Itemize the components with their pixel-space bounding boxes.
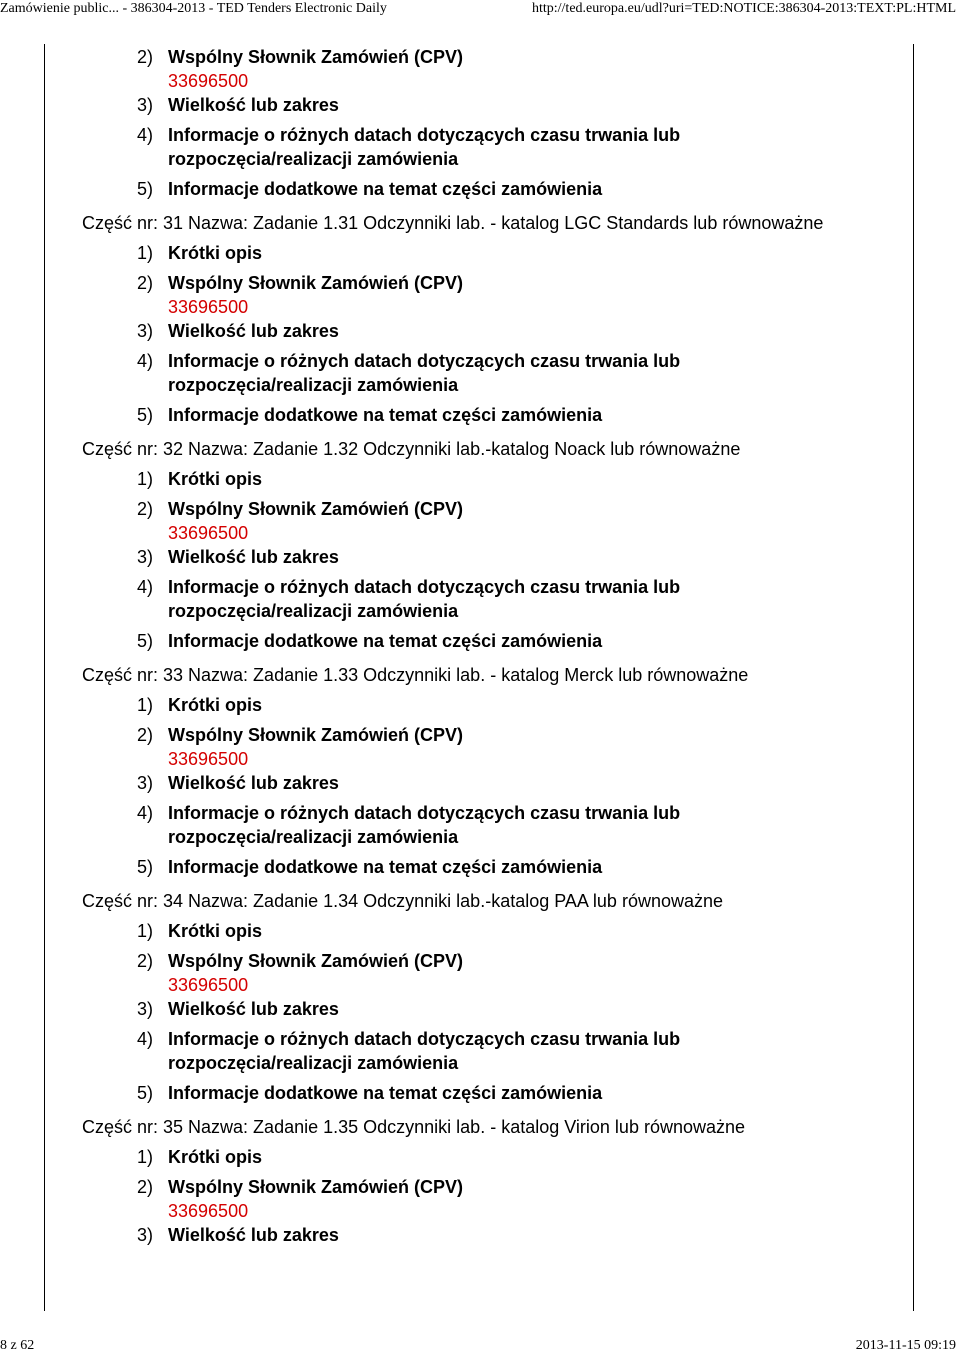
brief-item	[82, 241, 904, 265]
item-number: 4)	[137, 803, 154, 823]
part-heading: Część nr: 33 Nazwa: Zadanie 1.33 Odczynniki lab. - katalog Merck lub równoważne	[82, 665, 749, 685]
cpv-item	[82, 45, 904, 69]
print-header-url: http://ted.europa.eu/udl?uri=TED:NOTICE:386304-2013:TEXT:PL:HTML	[531, 1, 956, 16]
cpv-title: Wspólny Słownik Zamówień (CPV)	[168, 273, 464, 293]
dates-item	[82, 575, 904, 623]
cpv-title: Wspólny Słownik Zamówień (CPV)	[168, 1177, 464, 1197]
item-number: 3)	[137, 547, 154, 567]
dates-title-line2: rozpoczęcia/realizacji zamówienia	[168, 601, 459, 621]
part-30-continuation	[82, 45, 904, 201]
dates-title-line1: Informacje o różnych datach dotyczących czasu trwania lub	[168, 1029, 681, 1049]
size-title: Wielkość lub zakres	[168, 999, 339, 1019]
extra-info-title: Informacje dodatkowe na temat części zamówienia	[168, 405, 603, 425]
cpv-title: Wspólny Słownik Zamówień (CPV)	[168, 725, 464, 745]
cpv-item	[82, 723, 904, 747]
brief-item	[82, 919, 904, 943]
item-number: 5)	[137, 1083, 154, 1103]
item-number: 5)	[137, 857, 154, 877]
part-heading: Część nr: 32 Nazwa: Zadanie 1.32 Odczynniki lab.-katalog Noack lub równoważne	[82, 439, 741, 459]
item-number: 1)	[137, 243, 154, 263]
part-32	[82, 437, 904, 653]
item-number: 2)	[137, 725, 154, 745]
item-number: 2)	[137, 499, 154, 519]
cpv-item	[82, 1175, 904, 1199]
extra-info-item	[82, 855, 904, 879]
item-number: 4)	[137, 577, 154, 597]
dates-title-line1: Informacje o różnych datach dotyczących czasu trwania lub	[168, 577, 681, 597]
part-34	[82, 889, 904, 1105]
dates-title-line1: Informacje o różnych datach dotyczących czasu trwania lub	[168, 125, 681, 145]
extra-info-title: Informacje dodatkowe na temat części zamówienia	[168, 631, 603, 651]
item-number: 3)	[137, 95, 154, 115]
dates-item	[82, 1027, 904, 1075]
extra-info-item	[82, 177, 904, 201]
cpv-item	[82, 497, 904, 521]
cpv-title: Wspólny Słownik Zamówień (CPV)	[168, 951, 464, 971]
cpv-title: Wspólny Słownik Zamówień (CPV)	[168, 47, 464, 67]
brief-item	[82, 1145, 904, 1169]
item-number: 3)	[137, 1225, 154, 1245]
item-number: 4)	[137, 1029, 154, 1049]
item-number: 5)	[137, 405, 154, 425]
size-item	[82, 1223, 904, 1247]
size-item	[82, 319, 904, 343]
size-item	[82, 771, 904, 795]
item-number: 4)	[137, 351, 154, 371]
item-number: 1)	[137, 695, 154, 715]
parts-list	[82, 211, 904, 1105]
cpv-code: 33696500	[168, 71, 249, 91]
item-number: 4)	[137, 125, 154, 145]
dates-title-line2: rozpoczęcia/realizacji zamówienia	[168, 149, 459, 169]
dates-title-line2: rozpoczęcia/realizacji zamówienia	[168, 1053, 459, 1073]
item-number: 5)	[137, 631, 154, 651]
part-31	[82, 211, 904, 427]
cpv-title: Wspólny Słownik Zamówień (CPV)	[168, 499, 464, 519]
dates-title-line2: rozpoczęcia/realizacji zamówienia	[168, 375, 459, 395]
size-title: Wielkość lub zakres	[168, 547, 339, 567]
part-heading: Część nr: 35 Nazwa: Zadanie 1.35 Odczynniki lab. - katalog Virion lub równoważne	[82, 1117, 746, 1137]
part-heading: Część nr: 34 Nazwa: Zadanie 1.34 Odczynniki lab.-katalog PAA lub równoważne	[82, 891, 724, 911]
item-number: 1)	[137, 1147, 154, 1167]
left-border-line	[44, 44, 45, 1311]
dates-title-line1: Informacje o różnych datach dotyczących czasu trwania lub	[168, 351, 681, 371]
item-number: 2)	[137, 273, 154, 293]
brief-title: Krótki opis	[168, 695, 263, 715]
extra-info-item	[82, 629, 904, 653]
item-number: 2)	[137, 1177, 154, 1197]
item-number: 3)	[137, 773, 154, 793]
item-number: 2)	[137, 951, 154, 971]
size-title: Wielkość lub zakres	[168, 321, 339, 341]
brief-title: Krótki opis	[168, 1147, 263, 1167]
cpv-code: 33696500	[168, 975, 249, 995]
item-number: 5)	[137, 179, 154, 199]
item-number: 3)	[137, 999, 154, 1019]
cpv-code: 33696500	[168, 749, 249, 769]
cpv-code: 33696500	[168, 297, 249, 317]
item-number: 1)	[137, 921, 154, 941]
part-35	[82, 1115, 904, 1247]
part-33	[82, 663, 904, 879]
item-number: 2)	[137, 47, 154, 67]
notice-content	[82, 45, 904, 1247]
right-border-line	[913, 44, 914, 1311]
size-title: Wielkość lub zakres	[168, 95, 339, 115]
brief-title: Krótki opis	[168, 469, 263, 489]
dates-title-line2: rozpoczęcia/realizacji zamówienia	[168, 827, 459, 847]
size-item	[82, 545, 904, 569]
extra-info-item	[82, 403, 904, 427]
extra-info-item	[82, 1081, 904, 1105]
cpv-item	[82, 271, 904, 295]
size-title: Wielkość lub zakres	[168, 1225, 339, 1245]
extra-info-title: Informacje dodatkowe na temat części zamówienia	[168, 1083, 603, 1103]
cpv-code: 33696500	[168, 523, 249, 543]
size-item	[82, 997, 904, 1021]
brief-title: Krótki opis	[168, 243, 263, 263]
print-datetime: 2013-11-15 09:19	[855, 1338, 956, 1353]
size-item	[82, 93, 904, 117]
cpv-item	[82, 949, 904, 973]
cpv-code: 33696500	[168, 1201, 249, 1221]
dates-item	[82, 123, 904, 171]
item-number: 3)	[137, 321, 154, 341]
dates-item	[82, 801, 904, 849]
dates-item	[82, 349, 904, 397]
brief-item	[82, 467, 904, 491]
item-number: 1)	[137, 469, 154, 489]
size-title: Wielkość lub zakres	[168, 773, 339, 793]
page-counter: 8 z 62	[0, 1338, 35, 1353]
extra-info-title: Informacje dodatkowe na temat części zamówienia	[168, 179, 603, 199]
brief-item	[82, 693, 904, 717]
part-heading: Część nr: 31 Nazwa: Zadanie 1.31 Odczynniki lab. - katalog LGC Standards lub równoważne	[82, 213, 824, 233]
brief-title: Krótki opis	[168, 921, 263, 941]
dates-title-line1: Informacje o różnych datach dotyczących czasu trwania lub	[168, 803, 681, 823]
extra-info-title: Informacje dodatkowe na temat części zamówienia	[168, 857, 603, 877]
print-header-title: Zamówienie public... - 386304-2013 - TED Tenders Electronic Daily	[0, 1, 387, 16]
